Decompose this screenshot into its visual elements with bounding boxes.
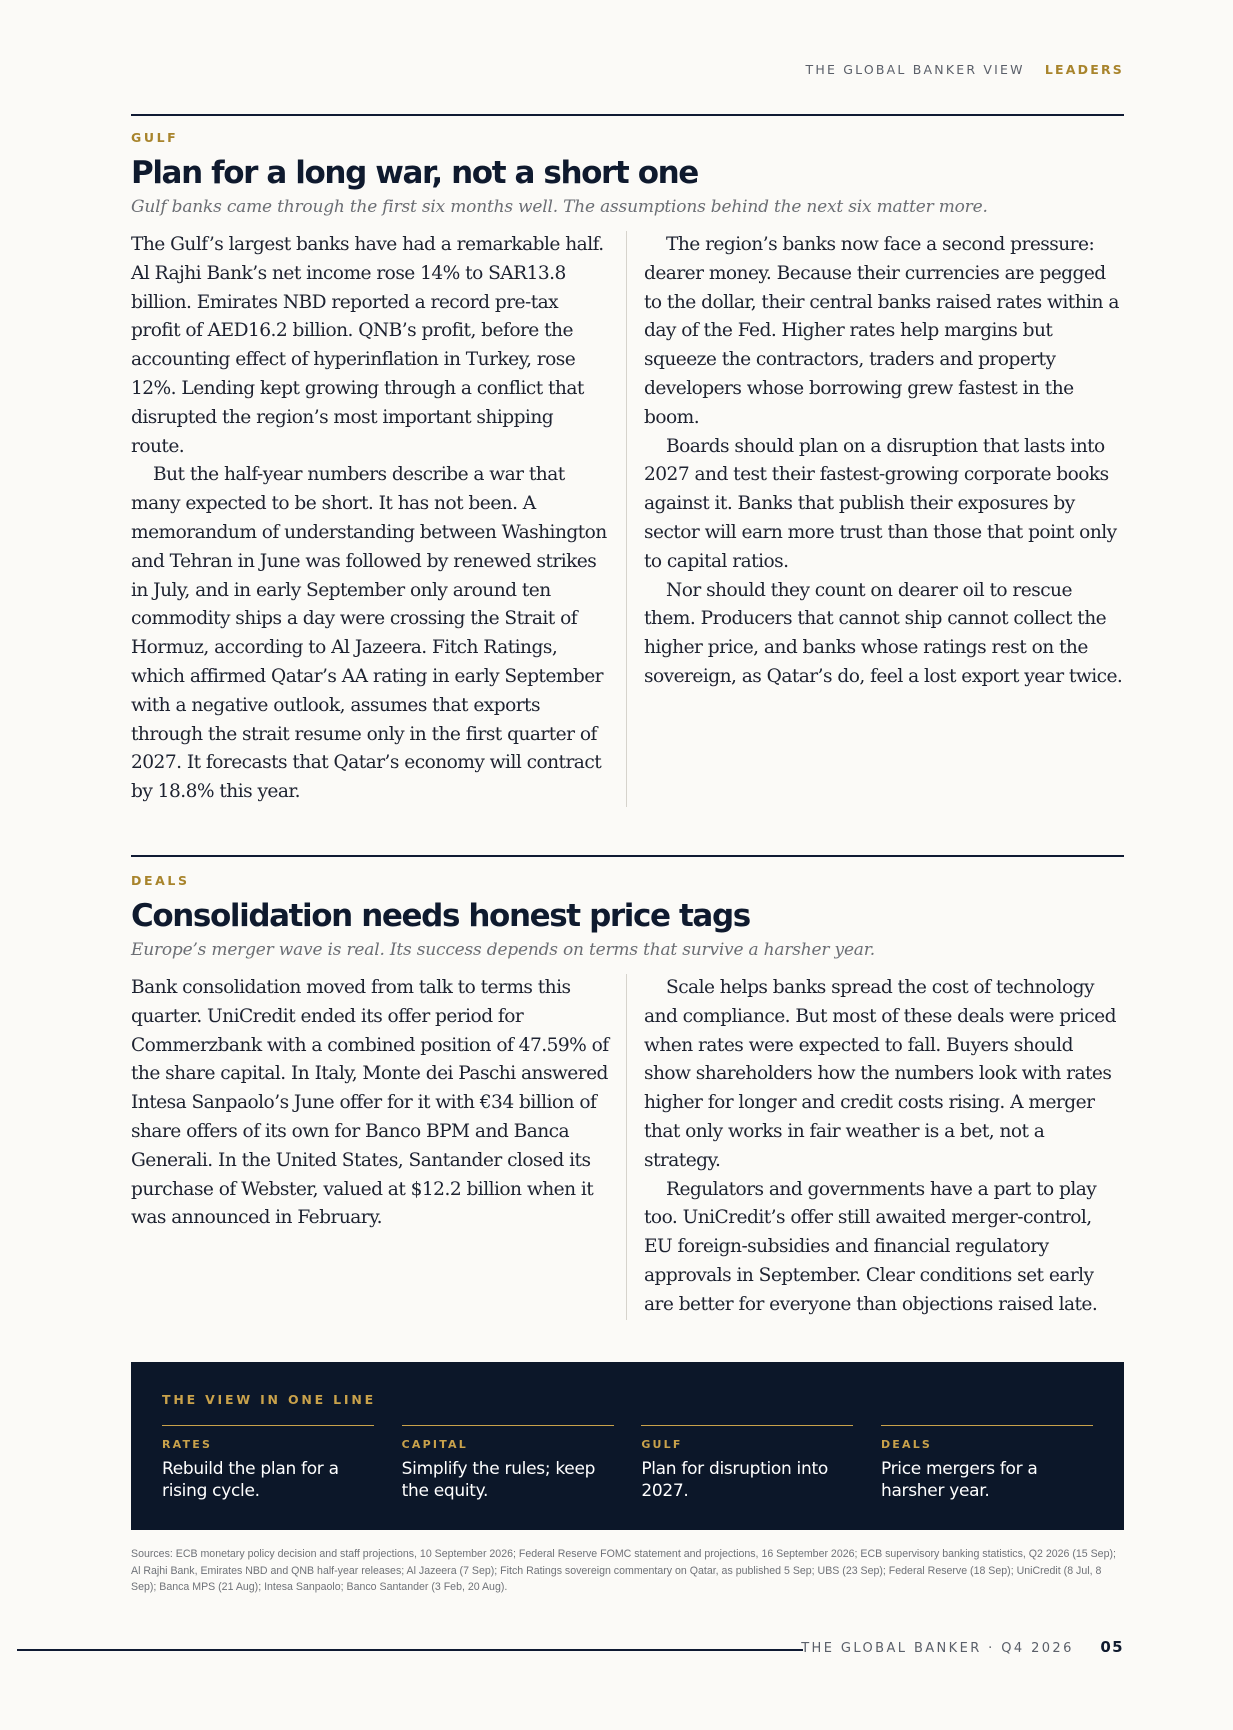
article-dek: Europe’s merger wave is real. Its success depends on terms that survive a harsher year. <box>131 940 875 960</box>
view-item-text: Rebuild the plan for a rising cycle. <box>162 1459 339 1501</box>
view-item-text: Plan for disruption into 2027. <box>641 1459 828 1501</box>
body-paragraph: Nor should they count on dearer oil to rescue them. Producers that cannot ship cannot collect the higher price, and banks whose ratings rest on the sovereign, as Qatar’s do, feel a lost export year twice. <box>644 579 1123 687</box>
sources-note: Sources: ECB monetary policy decision and staff projections, 10 September 2026; Federal Reserve FOMC statement and projections, 16 September 2026; ECB supervisory banking statistics, Q2 2026 (15 Sep); Al Rajhi Bank, Emirates NBD and QNB half-year releases; Al Jazeera (7 Sep); Fitch Ratings sovereign commentary on Qatar, as published 5 Sep; UBS (23 Sep); Federal Reserve (18 Sep); UniCredit (8 Jul, 8 Sep); Banca MPS (21 Aug); Intesa Sanpaolo; Banco Santander (3 Feb, 20 Aug). <box>131 1548 1116 1593</box>
top-divider <box>131 114 1124 116</box>
view-item-text: Price mergers for a harsher year. <box>880 1459 1038 1501</box>
view-item-gulf <box>641 1425 853 1502</box>
view-item-rates <box>162 1425 374 1502</box>
view-item-capital <box>402 1425 614 1502</box>
body-column-right <box>627 231 1123 807</box>
section-divider <box>131 855 1124 857</box>
running-header-publication: THE GLOBAL BANKER VIEW <box>805 62 1025 77</box>
body-paragraph: The Gulf’s largest banks have had a remarkable half. Al Rajhi Bank’s net income rose 14% to SAR13.8 billion. Emirates NBD reported a record pre-tax profit of AED16.2 billion. QNB’s profit, before the accounting effect of hyperinflation in Turkey, rose 12%. Lending kept growing through a conflict that disrupted the region’s most important shipping route. <box>131 234 604 457</box>
article-kicker: GULF <box>131 130 179 145</box>
article-deals <box>131 873 1124 1320</box>
article-headline: Plan for a long war, not a short one <box>131 155 698 191</box>
body-paragraph: The region’s banks now face a second pressure: dearer money. Because their currencies are pegged to the dollar, their central banks raised rates within a day of the Fed. Higher rates help margins but squeeze the contractors, traders and property developers whose borrowing grew fastest in the boom. <box>644 234 1119 428</box>
article-body <box>131 974 1124 1320</box>
view-item-deals <box>881 1425 1093 1502</box>
view-item-label: CAPITAL <box>401 1438 468 1451</box>
body-paragraph: Regulators and governments have a part to play too. UniCredit’s offer still awaited merger-control, EU foreign-subsidies and financial regulatory approvals in September. Clear conditions set early are better for everyone than objections raised late. <box>644 1178 1098 1315</box>
view-items <box>162 1425 1093 1502</box>
view-item-label: RATES <box>162 1438 213 1451</box>
article-kicker: DEALS <box>131 873 190 888</box>
body-column-right <box>627 974 1123 1320</box>
view-panel-title: THE VIEW IN ONE LINE <box>162 1392 376 1407</box>
view-in-one-line-panel <box>131 1362 1124 1530</box>
body-paragraph: Scale helps banks spread the cost of technology and compliance. But most of these deals were priced when rates were expected to fall. Buyers should show shareholders how the numbers look with rates higher for longer and credit costs rising. A merger that only works in fair weather is a bet, not a strategy. <box>644 977 1116 1171</box>
running-header <box>806 62 1124 77</box>
article-gulf <box>131 130 1124 807</box>
view-item-label: DEALS <box>880 1438 933 1451</box>
article-headline: Consolidation needs honest price tags <box>131 898 750 934</box>
running-header-section: LEADERS <box>1044 62 1124 77</box>
footer-publication: THE GLOBAL BANKER · Q4 2026 <box>801 1641 1074 1656</box>
view-item-label: GULF <box>641 1438 683 1451</box>
article-dek: Gulf banks came through the first six months well. The assumptions behind the next six matter more. <box>131 197 988 217</box>
page-number: 05 <box>1100 1638 1124 1656</box>
body-paragraph: Boards should plan on a disruption that lasts into 2027 and test their fastest-growing corporate books against it. Banks that publish their exposures by sector will earn more trust than those that point only to capital ratios. <box>644 435 1117 572</box>
body-paragraph: Bank consolidation moved from talk to terms this quarter. UniCredit ended its offer period for Commerzbank with a combined position of 47.59% of the share capital. In Italy, Monte dei Paschi answered Intesa Sanpaolo’s June offer for it with €34 billion of share offers of its own for Banco BPM and Banca Generali. In the United States, Santander closed its purchase of Webster, valued at $12.2 billion when it was announced in February. <box>131 977 609 1229</box>
article-body <box>131 231 1124 807</box>
body-paragraph: But the half-year numbers describe a war that many expected to be short. It has not been. A memorandum of understanding between Washington and Tehran in June was followed by renewed strikes in July, and in early September only around ten commodity ships a day were crossing the Strait of Hormuz, according to Al Jazeera. Fitch Ratings, which affirmed Qatar’s AA rating in early September with a negative outlook, assumes that exports through the strait resume only in the first quarter of 2027. It forecasts that Qatar’s economy will contract by 18.8% this year. <box>131 464 607 803</box>
body-column-left <box>131 231 627 807</box>
page-footer <box>801 1638 1124 1656</box>
body-column-left <box>131 974 627 1320</box>
view-item-text: Simplify the rules; keep the equity. <box>401 1459 596 1501</box>
footer-divider <box>17 1649 803 1651</box>
